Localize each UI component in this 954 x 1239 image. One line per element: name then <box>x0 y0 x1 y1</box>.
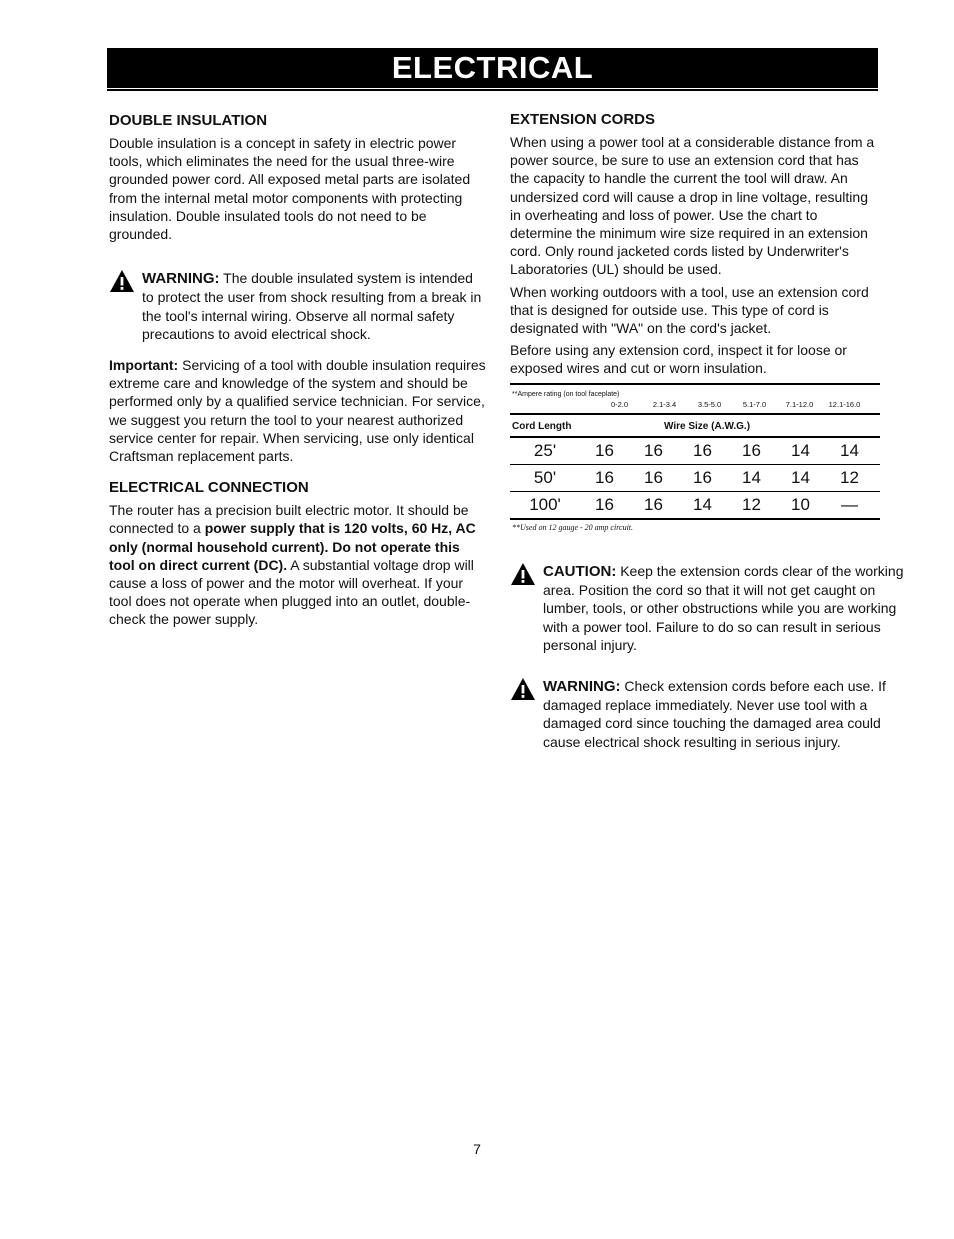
connection-text-start: The router has a precision built electric motor. It should be connected to a <box>109 502 469 537</box>
double-insulation-heading: DOUBLE INSULATION <box>109 112 268 129</box>
warning-text: The double insulated system is intended to protect the user from shock resulting from a break in the tool's internal wiring. Observe all normal safety precautions to avoid electrical shock. <box>142 270 482 342</box>
wire-size-cell: 14 <box>693 495 712 514</box>
warning-label: WARNING: <box>543 678 621 695</box>
connection-text-end: A substantial voltage drop will cause a loss of power and the motor will overheat. If your tool does not operate when plugged into an outlet, double-check the power supply. <box>109 556 474 628</box>
electrical-connection-body <box>109 501 487 628</box>
ampere-range: 3.5-5.0 <box>697 400 722 409</box>
ampere-range: 0-2.0 <box>610 400 629 409</box>
cord-length-header: Cord Length <box>512 421 572 432</box>
electrical-connection-heading: ELECTRICAL CONNECTION <box>109 479 309 497</box>
extension-cords-para-2: When working outdoors with a tool, use an extension cord that is designed for outside use. This type of cord is designated with "WA" on the cord's jacket. <box>510 283 869 337</box>
warning-text: Check extension cords before each use. If damaged replace immediately. Never use tool with a damaged cord since touching the damaged area could cause electrical shock resulting in serious injury. <box>543 678 886 750</box>
extension-cords-heading: EXTENSION CORDS <box>510 111 656 128</box>
section-banner: ELECTRICAL <box>107 48 878 88</box>
wire-size-cell: 16 <box>595 441 614 460</box>
table-row <box>510 492 880 518</box>
wire-size-cell: 16 <box>693 441 712 460</box>
extension-cords-para-3: Before using any extension cord, inspect it for loose or exposed wires and cut or worn insulation. <box>510 342 847 377</box>
ampere-range: 12.1-16.0 <box>828 400 861 409</box>
double-insulation-body: Double insulation is a concept in safety in electric power tools, which eliminates the need for the usual three-wire grounded power cord. All exposed metal parts are isolated from the internal metal motor components with protecting insulation. Double insulated tools do not need to be grounded. <box>109 135 471 243</box>
banner-rule <box>107 89 878 91</box>
left-column <box>109 112 487 629</box>
wire-size-cell: 16 <box>595 495 614 514</box>
cord-length-cell: 100' <box>529 495 561 514</box>
wire-size-cell: 16 <box>644 495 663 514</box>
wire-size-cell: 16 <box>693 468 712 487</box>
warning-triangle-icon <box>109 269 135 293</box>
caution-label: CAUTION: <box>543 563 617 580</box>
table-row <box>510 438 880 464</box>
ampere-range: 5.1-7.0 <box>742 400 767 409</box>
page-number: 7 <box>473 1141 481 1157</box>
warning-triangle-icon <box>510 562 536 586</box>
wire-size-cell: 12 <box>840 468 859 487</box>
cord-warning-notice <box>510 677 911 751</box>
insulation-warning <box>109 269 487 343</box>
cord-length-cell: 25' <box>533 441 557 460</box>
wire-size-cell: 10 <box>791 495 810 514</box>
wire-size-cell: — <box>841 495 858 514</box>
wire-size-cell: 16 <box>644 468 663 487</box>
ampere-range: 7.1-12.0 <box>785 400 814 409</box>
ampere-ranges-row <box>597 399 880 413</box>
wire-size-cell: 14 <box>791 468 810 487</box>
table-header-row <box>510 417 880 436</box>
wire-size-cell: 14 <box>791 441 810 460</box>
wire-size-cell: 14 <box>742 468 761 487</box>
caution-notice <box>510 562 911 654</box>
table-bottom-rule <box>510 518 880 520</box>
ampere-range: 2.1-3.4 <box>652 400 677 409</box>
wire-size-cell: 16 <box>742 441 761 460</box>
wire-size-cell: 14 <box>840 441 859 460</box>
wire-size-cell: 12 <box>742 495 761 514</box>
important-label: Important: <box>109 357 179 374</box>
important-note <box>109 356 487 465</box>
warning-triangle-icon <box>510 677 536 701</box>
wire-size-cell: 16 <box>595 468 614 487</box>
wire-size-cell: 16 <box>644 441 663 460</box>
extension-cords-para-1: When using a power tool at a considerable distance from a power source, be sure to use an extension cord that has the capacity to handle the current the tool will draw. An undersized cord will cause a drop in line voltage, resulting in overheating and loss of power. Use the chart to determine the minimum wire size required in an extension cord. Only round jacketed cords listed by Underwriter's Laboratories (UL) should be used. <box>510 134 875 278</box>
cord-length-cell: 50' <box>533 468 557 487</box>
warning-label: WARNING: <box>142 270 220 288</box>
important-text: Servicing of a tool with double insulation requires extreme care and knowledge of the system and should be performed only by a qualified service technician. For service, we suggest you return the tool to your nearest authorized service center for repair. When servicing, use only identical Craftsman replacement parts. <box>109 357 486 465</box>
ampere-rating-label: **Ampere rating (on tool faceplate) <box>512 391 620 398</box>
power-supply-requirement: power supply that is 120 volts, 60 Hz, AC only (normal household current). Do not operate this tool on direct current (DC). <box>109 520 476 573</box>
right-column <box>510 111 880 378</box>
table-header-rule <box>510 413 880 415</box>
wire-size-header: Wire Size (A.W.G.) <box>664 421 751 432</box>
wire-size-table <box>510 383 880 532</box>
table-row <box>510 465 880 491</box>
caution-text: Keep the extension cords clear of the working area. Position the cord so that it will not get caught on lumber, tools, or other obstructions while you are working with a power tool. Failure to do so can result in serious personal injury. <box>543 563 904 653</box>
table-footnote: **Used on 12 gauge - 20 amp circuit. <box>512 523 634 532</box>
table-top-rule <box>510 383 880 385</box>
